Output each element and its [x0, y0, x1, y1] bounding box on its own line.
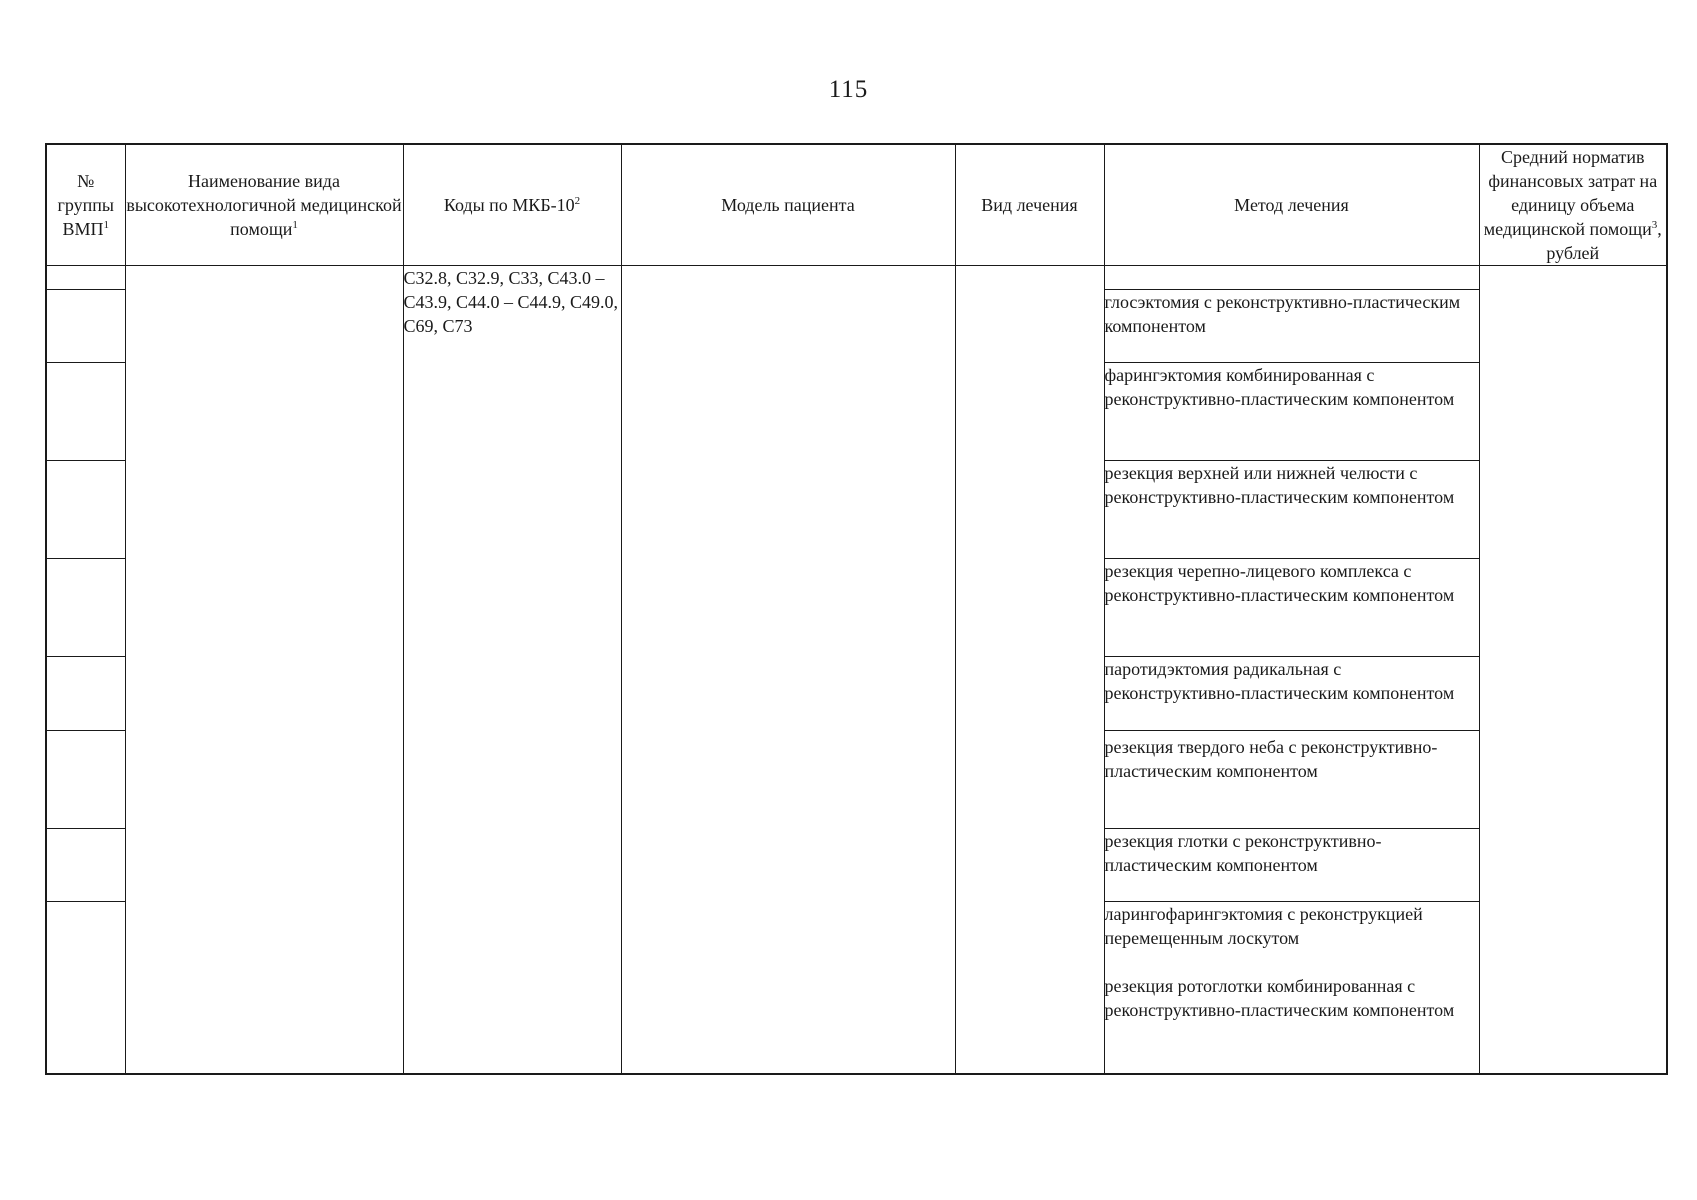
table-row	[46, 266, 1667, 290]
group-number-cell	[46, 266, 125, 290]
patient-model-cell	[621, 266, 955, 1074]
header-group-number: № группы ВМП$^1$	[46, 144, 125, 266]
group-number-cell	[46, 461, 125, 559]
header-row	[46, 144, 1667, 266]
method-cell	[1104, 266, 1479, 290]
group-number-cell	[46, 559, 125, 657]
treatment-type-cell	[955, 266, 1104, 1074]
method-cell: резекция черепно-лицевого комплекса с реконструктивно-пластическим компонентом	[1104, 559, 1479, 657]
group-number-cell	[46, 363, 125, 461]
icd-codes-cell: C32.8, C32.9, C33, C43.0 – C43.9, C44.0 – C44.9, C49.0, C69, C73	[403, 266, 621, 1074]
group-number-cell	[46, 829, 125, 902]
group-number-cell	[46, 290, 125, 363]
header-icd-codes: Коды по МКБ-$10^2$	[403, 144, 621, 266]
group-number-cell	[46, 902, 125, 1074]
header-care-type-name: Наименование вида высокотехнологичной медицинской помощи$^1$	[125, 144, 403, 266]
method-cell: ларингофарингэктомия с реконструкцией перемещенным лоскутом резекция ротоглотки комбинированная с реконструктивно-пластическим компонентом	[1104, 902, 1479, 1074]
method-cell: резекция твердого неба с реконструктивно-пластическим компонентом	[1104, 731, 1479, 829]
header-patient-model: Модель пациента	[621, 144, 955, 266]
method-cell: фарингэктомия комбинированная с реконструктивно-пластическим компонентом	[1104, 363, 1479, 461]
average-cost-cell	[1479, 266, 1667, 1074]
header-treatment-method: Метод лечения	[1104, 144, 1479, 266]
method-cell: резекция верхней или нижней челюсти с реконструктивно-пластическим компонентом	[1104, 461, 1479, 559]
method-cell: паротидэктомия радикальная с реконструктивно-пластическим компонентом	[1104, 657, 1479, 731]
header-average-cost: Средний норматив финансовых затрат на единицу объема медицинской помощи$^3$, рублей	[1479, 144, 1667, 266]
vmp-table	[45, 143, 1668, 1075]
care-type-name-cell	[125, 266, 403, 1074]
header-treatment-type: Вид лечения	[955, 144, 1104, 266]
page-number: 115	[828, 76, 869, 103]
method-cell: глосэктомия с реконструктивно-пластическим компонентом	[1104, 290, 1479, 363]
group-number-cell	[46, 657, 125, 731]
group-number-cell	[46, 731, 125, 829]
method-cell: резекция глотки с реконструктивно-пластическим компонентом	[1104, 829, 1479, 902]
